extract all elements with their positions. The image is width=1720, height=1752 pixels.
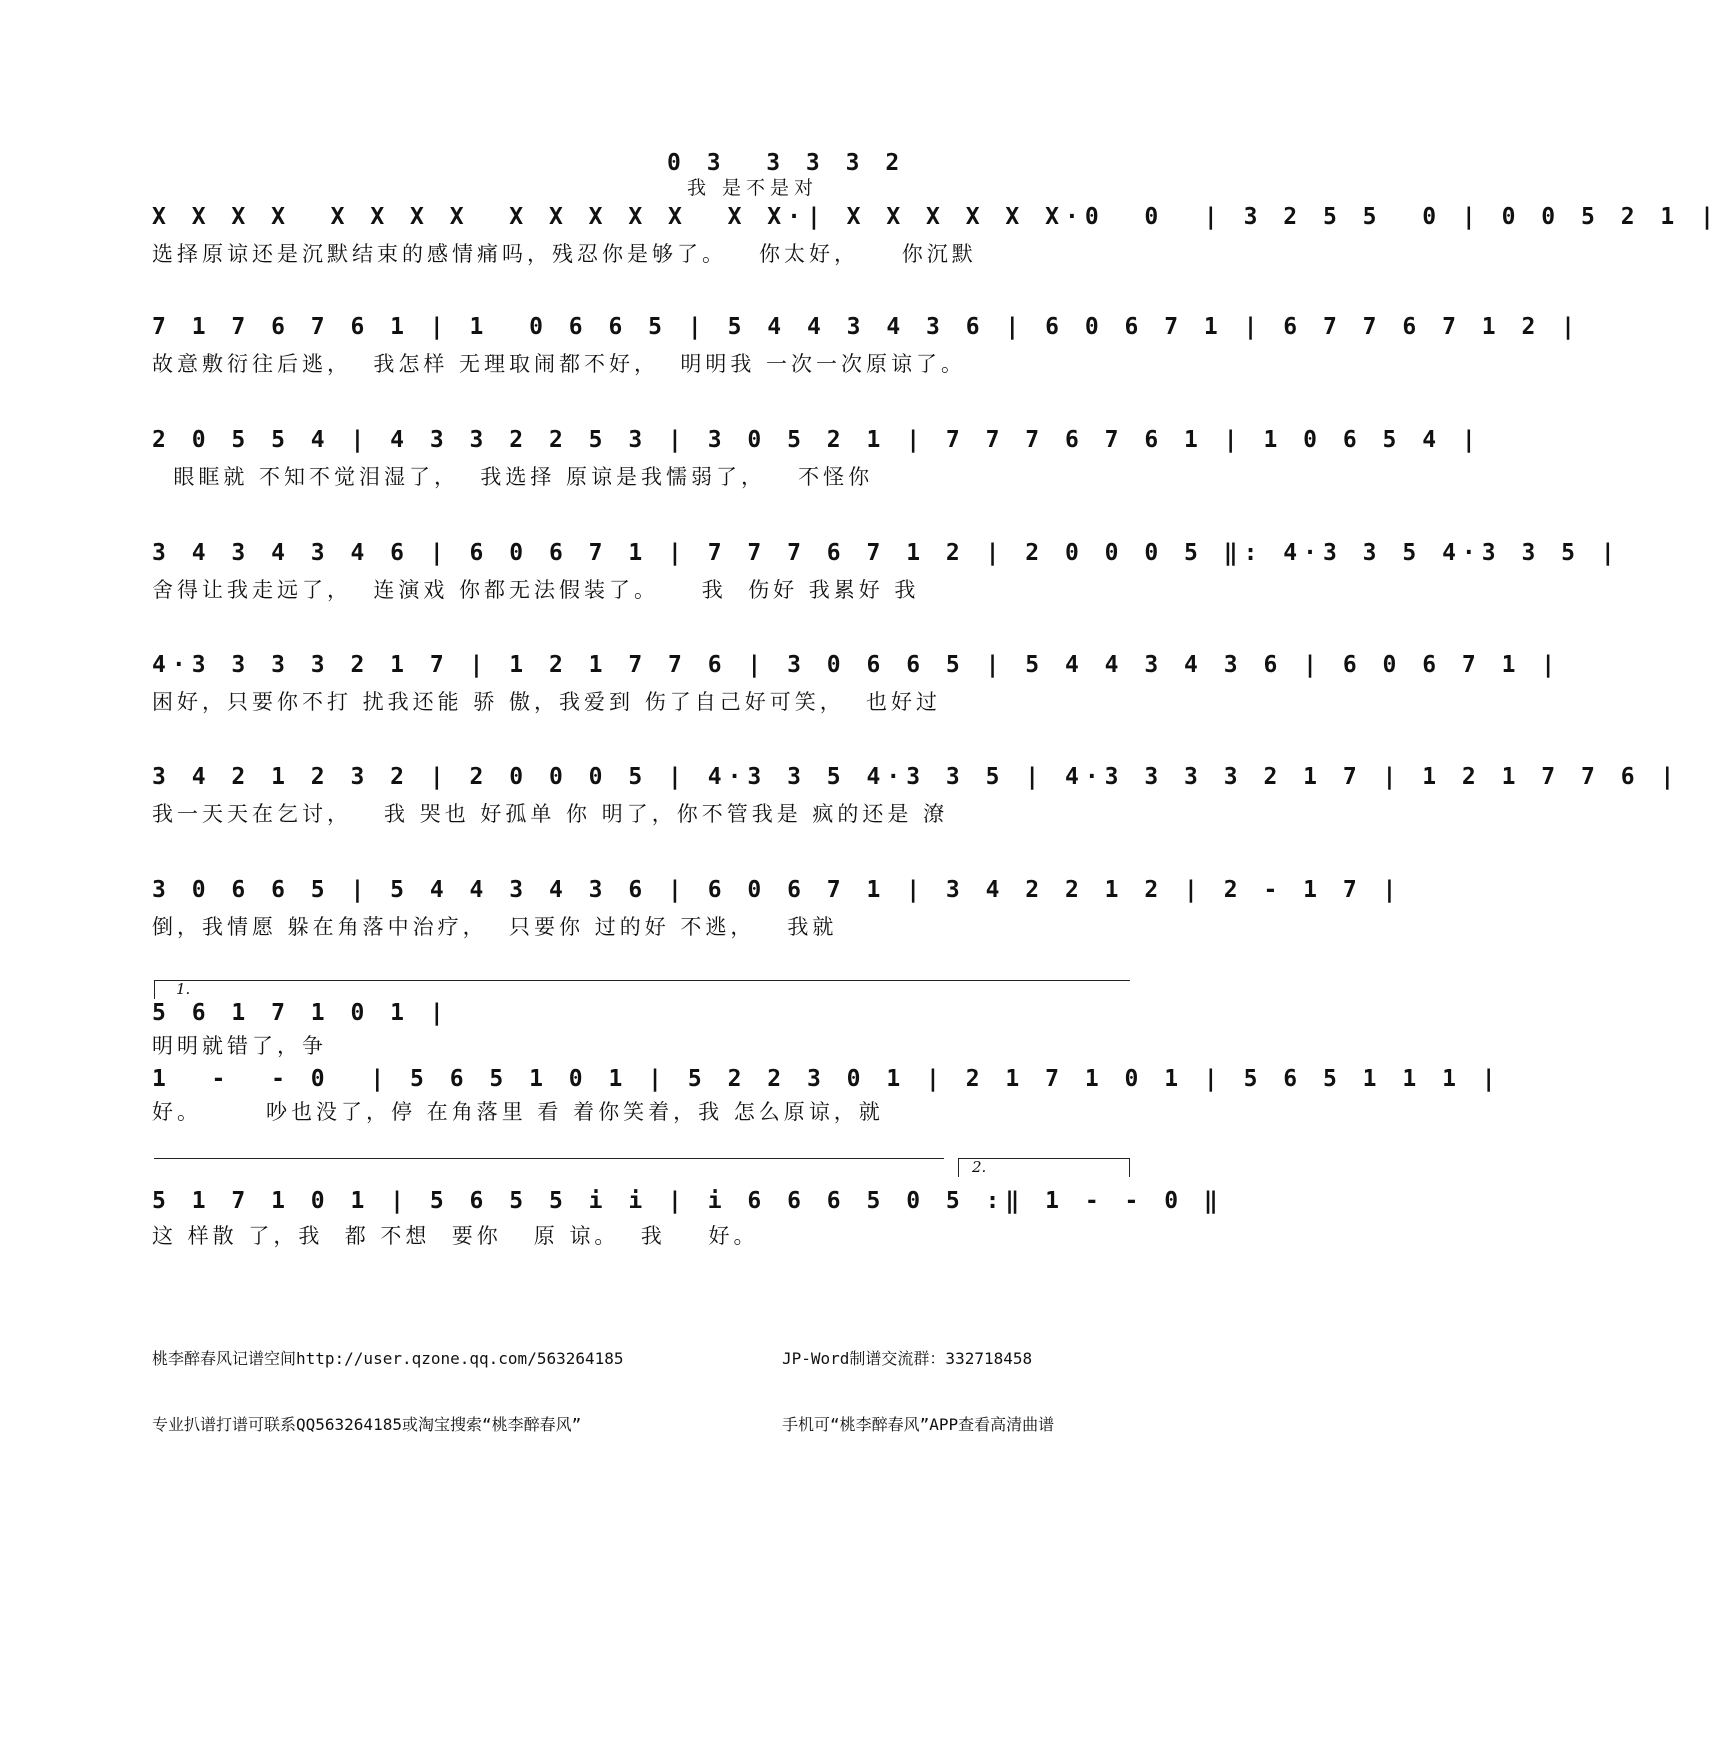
pickup-lyric: 我 是不是对: [687, 177, 819, 199]
footer-right-line-2: 手机可“桃李醉春风”APP查看高清曲谱: [782, 1415, 1055, 1434]
lyric-row: 好。 吵也没了，停 在角落里 看 着你笑着，我 怎么原谅，就: [152, 1100, 884, 1124]
notation-row: X X X X X X X X X X X X X X X·| X X X X X X·0 0 | 3 2 5 5 0 | 0 0 5 2 1 |: [152, 204, 1720, 230]
footer-right-line-1: JP-Word制谱交流群：332718458: [782, 1349, 1033, 1368]
lyric-row: 倒，我情愿 躲在角落中治疗， 只要你 过的好 不逃， 我就: [152, 915, 838, 939]
volta-label-1: 1.: [176, 980, 191, 998]
volta-bracket-main: [154, 1158, 944, 1177]
notation-row: 3 4 2 1 2 3 2 | 2 0 0 0 5 | 4·3 3 5 4·3 3 5 | 4·3 3 3 3 2 1 7 | 1 2 1 7 7 6 |: [152, 764, 1681, 790]
notation-row: 4·3 3 3 3 2 1 7 | 1 2 1 7 7 6 | 3 0 6 6 5 | 5 4 4 3 4 3 6 | 6 0 6 7 1 |: [152, 652, 1562, 678]
lyric-row: 困好，只要你不打 扰我还能 骄 傲，我爱到 伤了自己好可笑， 也好过: [152, 690, 942, 714]
footer-left-line-2: 专业扒谱打谱可联系QQ563264185或淘宝搜索“桃李醉春风”: [152, 1415, 582, 1434]
volta-label-2: 2.: [972, 1158, 987, 1176]
lyric-row: 选择原谅还是沉默结束的感情痛吗，残忍你是够了。 你太好， 你沉默: [152, 242, 977, 266]
lyric-row: 我一天天在乞讨， 我 哭也 好孤单 你 明了，你不管我是 疯的还是 潦: [152, 802, 949, 826]
volta-notes: 5 6 1 7 1 0 1 |: [152, 1000, 450, 1026]
lyric-row: 这 样散 了，我 都 不想 要你 原 谅。 我 好。: [152, 1224, 759, 1248]
footer-left-line-1: 桃李醉春风记谱空间http://user.qzone.qq.com/563264185: [152, 1349, 624, 1368]
lyric-row: 故意敷衍往后逃， 我怎样 无理取闹都不好， 明明我 一次一次原谅了。: [152, 352, 967, 376]
notation-row: 5 1 7 1 0 1 | 5 6 5 5 i i | i 6 6 6 5 0 5 :‖ 1 - - 0 ‖: [152, 1188, 1224, 1214]
footer-left: [152, 1304, 624, 1480]
pickup-notes: 0 3 3 3 3 2: [667, 150, 906, 176]
notation-row: 7 1 7 6 7 6 1 | 1 0 6 6 5 | 5 4 4 3 4 3 6 | 6 0 6 7 1 | 6 7 7 6 7 1 2 |: [152, 314, 1581, 340]
volta-lyric: 明明就错了，争: [152, 1034, 327, 1058]
notation-row: 1 - - 0 | 5 6 5 1 0 1 | 5 2 2 3 0 1 | 2 1 7 1 0 1 | 5 6 5 1 1 1 |: [152, 1066, 1502, 1092]
notation-row: 3 4 3 4 3 4 6 | 6 0 6 7 1 | 7 7 7 6 7 1 2 | 2 0 0 0 5 ‖: 4·3 3 5 4·3 3 5 |: [152, 540, 1621, 566]
volta-bracket-1: [154, 980, 1130, 999]
notation-row: 3 0 6 6 5 | 5 4 4 3 4 3 6 | 6 0 6 7 1 | 3 4 2 2 1 2 | 2 - 1 7 |: [152, 877, 1403, 903]
footer-right: [782, 1304, 1054, 1480]
lyric-row: 眼眶就 不知不觉泪湿了， 我选择 原谅是我懦弱了， 不怪你: [152, 465, 874, 489]
notation-row: 2 0 5 5 4 | 4 3 3 2 2 5 3 | 3 0 5 2 1 | 7 7 7 6 7 6 1 | 1 0 6 5 4 |: [152, 427, 1482, 453]
lyric-row: 舍得让我走远了， 连演戏 你都无法假装了。 我 伤好 我累好 我: [152, 578, 920, 602]
